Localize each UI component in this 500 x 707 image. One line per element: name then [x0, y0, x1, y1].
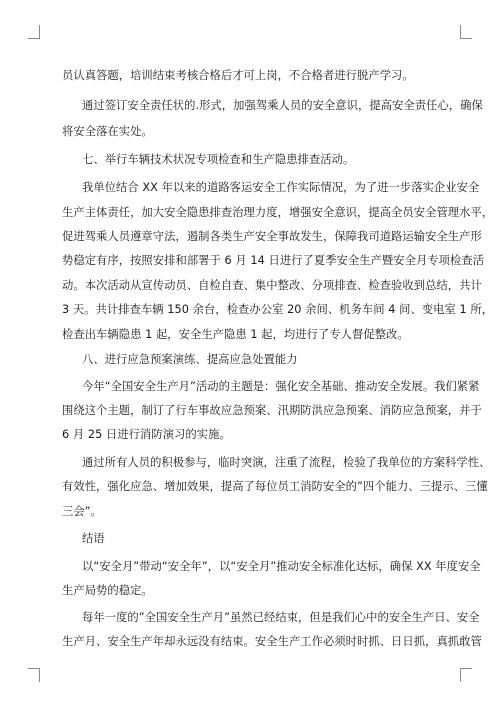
paragraph-line: 我单位结合 XX 年以来的道路客运安全工作实际情况，为了进一步落实企业安全	[82, 181, 480, 194]
paragraph-line: 七、举行车辆技术状况专项检查和生产隐患排查活动。	[82, 153, 355, 166]
paragraph-line: 围绕这个主题，制订了行车事故应急预案、汛期防洪应急预案、消防应急预案，并于	[62, 404, 482, 417]
paragraph-line: 以“安全月”带动“安全年”，以“安全月”推动安全标准化达标，确保 XX 年度安全	[82, 560, 481, 573]
paragraph-line: 有效性，强化应急、增加效果，提高了每位员工消防安全的”四个能力、三提示、三懂	[62, 480, 488, 493]
paragraph-line: 结语	[82, 532, 105, 545]
crop-mark-top-left-vertical	[39, 25, 40, 39]
paragraph-line: 6 月 25 日进行消防演习的实施。	[62, 428, 231, 441]
paragraph-line: 检查出车辆隐患 1 起，安全生产隐患 1 起，均进行了专人督促整改。	[62, 328, 409, 341]
paragraph-line: 每年一度的”全国安全生产月”虽然已经结束，但是我们心中的安全生产日、安全	[82, 611, 480, 624]
paragraph-line: 生产主体责任，加大安全隐患排查治理力度，增强安全意识，提高全员安全管理水平，	[62, 206, 494, 219]
paragraph-line: 八、进行应急预案演练、提高应急处置能力	[82, 353, 298, 366]
paragraph-line: 今年“全国安全生产月”活动的主题是：强化安全基础、推动安全发展。我们紧紧	[82, 380, 480, 393]
paragraph-line: 通过签订安全责任状的.形式，加强驾乘人员的安全意识，提高安全责任心，确保	[82, 99, 483, 112]
crop-mark-top-right-vertical	[460, 25, 461, 39]
paragraph-line: 生产局势的稳定。	[62, 584, 153, 597]
paragraph-line: 3 天。共计排查车辆 150 余台，检查办公室 20 余间、机务车间 4 间、变电室 1 所，	[62, 303, 494, 316]
paragraph-line: 生产月、安全生产年却永远没有结束。安全生产工作必须时时抓、日日抓，真抓敢管	[62, 635, 482, 648]
paragraph-line: 通过所有人员的积极参与，临时突演，注重了流程，检验了我单位的方案科学性、	[82, 456, 491, 469]
paragraph-line: 三会”。	[62, 505, 102, 518]
crop-mark-bottom-right-vertical	[460, 668, 461, 682]
crop-mark-top-right-horizontal	[460, 38, 472, 39]
paragraph-line: 员认真答题，培训结束考核合格后才可上岗，不合格者进行脱产学习。	[62, 69, 414, 82]
crop-mark-bottom-right-horizontal	[460, 668, 472, 669]
paragraph-line: 将安全落在实处。	[62, 125, 153, 138]
paragraph-line: 促进驾乘人员遵章守法，遏制各类生产安全事故发生，保障我司道路运输安全生产形	[62, 230, 482, 243]
paragraph-line: 势稳定有序，按照安排和部署于 6 月 14 日进行了夏季安全生产暨安全月专项检查活	[62, 254, 485, 267]
paragraph-line: 动。本次活动从宣传动员、自检自查、集中整改、分项排查、检查验收到总结，共计	[62, 279, 482, 292]
crop-mark-bottom-left-vertical	[39, 668, 40, 682]
